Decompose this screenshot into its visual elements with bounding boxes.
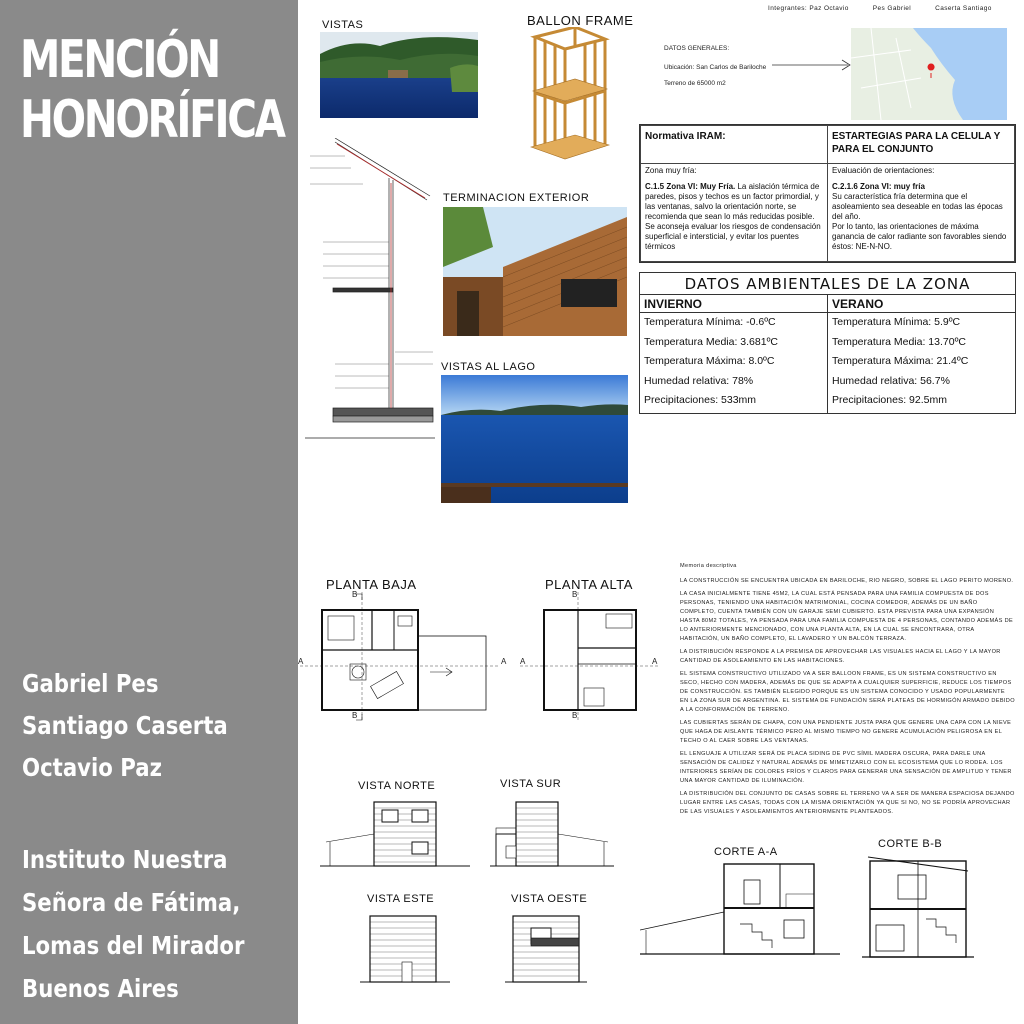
memoria-paragraph: LA CONSTRUCCIÓN SE ENCUENTRA UBICADA EN BARILOCHE, RIO NEGRO, SOBRE EL LAGO PERITO MORENO. (680, 578, 1014, 584)
cut-label: A (298, 657, 304, 666)
cut-label: B (352, 590, 358, 599)
author-name: Santiago Caserta (22, 711, 228, 740)
vista-oeste-label: VISTA OESTE (511, 893, 588, 905)
award-line-2: HONORÍFICA (20, 90, 284, 150)
team-member: Caserta Santiago (935, 5, 992, 12)
invierno-row: Temperatura Media: 3.681ºC (644, 335, 778, 348)
invierno-heading: INVIERNO (640, 297, 827, 313)
ballon-frame-model (515, 27, 615, 167)
memoria-paragraph: EL SISTEMA CONSTRUCTIVO UTILIZADO VA A SER BALLOON FRAME, ES UN SISTEMA CONSTRUCTIVO EN SECO, HECHO CON MADERA, ADEMÁS DE QUE SE ADAPTA A CUALQUIER SUPERFICIE, REDUCE LOS TIEMPOS DE CONSTRUCCIÓN. ES TAMBIÉN ELEGIDO PORQUE ES UN SISTEMA CONOCIDO Y USADO POPULARMENTE EN LA ZONA SUR DE ARGENTINA. EL SISTEMA DE FUNDACIÓN SERÁ PLATEAS DE HORMIGÓN ARMADO DEBIDO A LA CONFORMACIÓN DE TERRENO. (680, 671, 1015, 713)
invierno-row: Precipitaciones: 533mm (644, 394, 757, 406)
cut-label: A (520, 657, 526, 666)
corte-aa-drawing (640, 858, 840, 958)
verano-heading: VERANO (828, 297, 1015, 313)
planta-baja-label: PLANTA BAJA (326, 577, 417, 592)
school-line: Instituto Nuestra (22, 845, 228, 874)
vistas-label: VISTAS (322, 19, 364, 31)
authors-list (22, 663, 228, 789)
terminacion-label: TERMINACION EXTERIOR (443, 192, 590, 204)
iram-right-title: ESTARTEGIAS PARA LA CELULA Y PARA EL CONJUNTO (828, 126, 1015, 164)
team-member: Integrantes: Paz Octavio (768, 5, 849, 12)
ambientales-title: DATOS AMBIENTALES DE LA ZONA (640, 273, 1015, 295)
invierno-row: Temperatura Máxima: 8.0ºC (644, 355, 775, 367)
corte-bb-drawing (862, 853, 974, 963)
cut-label: B (572, 590, 578, 599)
planta-baja-drawing (300, 592, 500, 722)
vista-este-drawing (360, 910, 450, 984)
arrow-right-icon (772, 58, 852, 72)
memoria-descriptiva (680, 562, 1015, 821)
sidebar (0, 0, 298, 1024)
iram-right-text-2: Por lo tanto, las orientaciones de máxima ganancia de calor radiante son favorables siendo éstos: NE-N-NO. (832, 221, 1007, 251)
vista-oeste-drawing (505, 910, 587, 984)
iram-left-title: Normativa IRAM: (641, 126, 828, 164)
cut-label: A (501, 657, 507, 666)
location-map (851, 28, 1007, 120)
cut-label: B (352, 711, 358, 720)
datos-terreno: Terreno de 65000 m2 (664, 80, 726, 87)
verano-row: Humedad relativa: 56.7% (832, 374, 950, 387)
iram-right-sub: Evaluación de orientaciones: (832, 165, 935, 175)
team-member: Pes Gabriel (872, 5, 912, 12)
wall-section-detail (305, 138, 437, 448)
school-line: Lomas del Mirador (22, 931, 245, 960)
iram-left-body (641, 163, 828, 261)
invierno-row: Humedad relativa: 78% (644, 374, 754, 387)
memoria-paragraph: LA DISTRIBUCIÓN DEL CONJUNTO DE CASAS SOBRE EL TERRENO VA A SER DE MANERA ESPACIOSA DEJANDO LUGAR ENTRE LAS CASAS, TODAS CON LA MISMA ORIENTACIÓN YA QUE SI NO, NO SE PODRÍA APROVECHAR DE LAS VISUALES Y ASOLEAMIENTOS ANTERIORMENTE PLANTEADOS. (680, 791, 1015, 815)
exterior-photo (443, 207, 627, 336)
memoria-paragraph: LAS CUBIERTAS SERÁN DE CHAPA, CON UNA PENDIENTE JUSTA PARA QUE GENERE UNA CAPA CON LA NIEVE QUE HAGA DE AISLANTE TÉRMICO PERO AL MISMO TIEMPO NO GENERE ACUMULACIÓN PELIGROSA EN EL TECHO O AL CAER SOBRE LAS VENTANAS. (680, 720, 1012, 744)
award-title (20, 30, 284, 150)
iram-text: La aislación térmica de paredes, pisos y techos es un factor primordial, y las ventanas, salvo la orientación norte, se recomienda que sean lo más reducidas posible. Se aconseja evaluar los riesgos de condensación superficial e intersticial, y evitar los puentes térmicos (645, 181, 821, 251)
verano-row: Temperatura Máxima: 21.4ºC (832, 355, 969, 367)
school-line: Señora de Fátima, (22, 888, 241, 917)
ballon-frame-label: BALLON FRAME (527, 13, 634, 28)
school-line: Buenos Aires (22, 974, 179, 1003)
iram-right-body (828, 163, 1015, 261)
school-info (22, 838, 245, 1010)
iram-right-code: C.2.1.6 Zona VI: muy fría (832, 181, 925, 191)
memoria-paragraph: EL LENGUAJE A UTILIZAR SERÁ DE PLACA SIDING DE PVC SÍMIL MADERA OSCURA, PARA DARLE UNA SENSACIÓN DE CALIDEZ Y NATURAL ADEMÁS DE MIMETIZARLO CON EL ECOSISTEMA QUE LO RODEA. LOS INTERIORES SERÍAN DE COLORES FRÍOS Y CLAROS PARA GENERAR UNA SENSACIÓN DE AMPLITUD Y TENER UNA MAYOR CANTIDAD DE ILUMINACIÓN. (680, 751, 1012, 784)
iram-table (639, 124, 1016, 263)
memoria-paragraph: LA DISTRIBUCIÓN RESPONDE A LA PREMISA DE APROVECHAR LAS VISUALES HACIA EL LAGO Y LA MAYOR CANTIDAD DE ASOLEAMIENTO EN LAS HABITACIONES. (680, 649, 1001, 664)
memoria-title: Memoria descriptiva (680, 563, 737, 569)
award-line-1: MENCIÓN (20, 30, 219, 90)
vista-norte-label: VISTA NORTE (358, 780, 436, 792)
author-name: Octavio Paz (22, 753, 163, 782)
lake-view-photo (441, 375, 628, 503)
iram-zone: Zona muy fría: (645, 165, 697, 175)
vista-este-label: VISTA ESTE (367, 893, 435, 905)
iram-right-text-1: Su característica fría determina que el asoleamiento sea deseable en todas las épocas del año. (832, 191, 1003, 221)
verano-row: Temperatura Media: 13.70ºC (832, 335, 966, 348)
invierno-column (640, 295, 827, 413)
cut-label: B (572, 711, 578, 720)
author-name: Gabriel Pes (22, 669, 159, 698)
vista-norte-drawing (320, 796, 470, 870)
verano-row: Precipitaciones: 92.5mm (832, 394, 947, 406)
lake-photo (320, 32, 478, 118)
planta-alta-drawing (520, 592, 660, 722)
vista-sur-label: VISTA SUR (500, 778, 562, 790)
corte-aa-label: CORTE A-A (714, 846, 778, 858)
invierno-row: Temperatura Mínima: -0.6ºC (644, 316, 776, 328)
verano-column (827, 295, 1015, 413)
datos-generales-title: DATOS GENERALES: (664, 45, 730, 52)
datos-ubicacion: Ubicación: San Carlos de Bariloche (664, 64, 767, 71)
memoria-paragraph: LA CASA INICIALMENTE TIENE 45M2, LA CUAL ESTÁ PENSADA PARA UNA FAMILIA COMPUESTA DE DOS PERSONAS, TENIENDO UNA HABITACIÓN MATRIMONIAL, COCINA COMEDOR, ADEMÁS DE UN BAÑO COMPLETO, CUENTA TAMBIÉN CON UN GARAJE SEMI CUBIERTO. ESTA PREVISTA PARA UNA EXPANSIÓN HASTA 80M2 TOTALES, YA PENSADA PARA UNA FAMILIA COMPUESTA DE 4 PERSONAS, CONTANDO ADEMÁS DE LO ANTERIORMENTE MENCIONADO, CON UNA PLANTA ALTA, EN LA CUAL SE ENCONTRARA, OTRA HABITACIÓN, UN BAÑO COMPLETO, EL LAVADERO Y UN BALCÓN TERRAZA. (680, 591, 1014, 642)
iram-code: C.1.5 Zona VI: Muy Fría. (645, 181, 736, 191)
datos-ambientales-table (639, 272, 1016, 414)
verano-row: Temperatura Mínima: 5.9ºC (832, 316, 961, 328)
vista-sur-drawing (490, 796, 614, 870)
cut-label: A (652, 657, 658, 666)
vistas-lago-label: VISTAS AL LAGO (441, 361, 536, 373)
corte-bb-label: CORTE B-B (878, 838, 943, 850)
team-header (768, 5, 1016, 12)
planta-alta-label: PLANTA ALTA (545, 577, 633, 592)
